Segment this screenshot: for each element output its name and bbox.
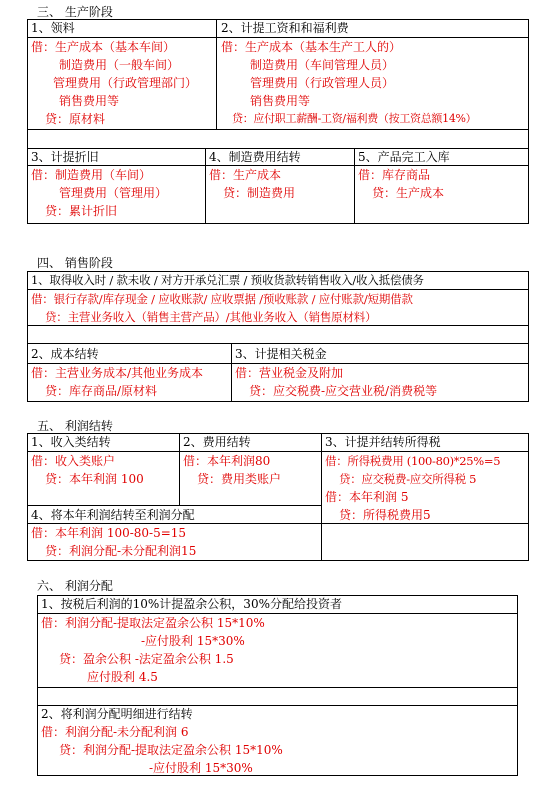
cell-head: 2、将利润分配明细进行结转 (41, 707, 193, 721)
divider (321, 433, 322, 561)
cell-head: 1、按税后利润的10%计提盈余公积，30%分配给投资者 (41, 597, 342, 611)
entry-line: 借：收入类账户 (31, 454, 116, 468)
cell-head: 3、计提并结转所得税 (325, 435, 441, 449)
entry-line: 贷：主营业务收入（销售主营产品）/其他业务收入（销售原材料） (45, 310, 377, 324)
entry-line: 借：生产成本（基本车间） (31, 40, 176, 54)
cell-head: 4、制造费用结转 (209, 150, 301, 164)
divider (27, 343, 529, 344)
divider (216, 19, 217, 129)
entry-line: 制造费用（车间管理人员） (250, 58, 395, 72)
divider (27, 129, 529, 130)
entry-line: 管理费用（管理用） (59, 186, 168, 200)
entry-line: 贷：本年利润 100 (45, 472, 144, 486)
entry-line: 借：所得税费用 (100-80)*25%=5 (325, 454, 501, 468)
section-title-sales: 四、 销售阶段 (37, 256, 113, 270)
entry-line: 贷：利润分配-提取法定盈余公积 15*10% (59, 743, 283, 757)
divider (27, 165, 529, 166)
entry-line: 借：生产成本 (209, 168, 282, 182)
cell-head: 1、取得收入时 / 款未收 / 对方开承兑汇票 / 预收货款转销售收入/收入抵偿债务 (31, 273, 424, 287)
entry-line: 贷：制造费用 (223, 186, 296, 200)
cell-head: 2、计提工资和和福利费 (221, 21, 349, 35)
entry-line: 借：主营业务成本/其他业务成本 (31, 366, 204, 380)
entry-line: 贷：应交税费-应交所得税 5 (339, 472, 477, 486)
entry-line: 借：利润分配-未分配利润 6 (41, 725, 189, 739)
entry-line: 贷：所得税费用5 (339, 508, 431, 522)
divider (179, 433, 180, 505)
entry-line: 贷：累计折旧 (45, 204, 118, 218)
divider (27, 505, 321, 506)
entry-line: 借：库存商品 (358, 168, 431, 182)
divider (27, 325, 529, 326)
entry-line: -应付股利 15*30% (141, 634, 245, 648)
divider (205, 148, 206, 224)
divider (27, 363, 529, 364)
section-title-distribution: 六、 利润分配 (37, 579, 113, 593)
entry-line: 贷：应交税费-应交营业税/消费税等 (249, 384, 438, 398)
divider (27, 523, 529, 524)
cell-head: 1、收入类结转 (31, 435, 111, 449)
entry-line: 借：制造费用（车间） (31, 168, 152, 182)
entry-line: 贷：利润分配-未分配利润15 (45, 544, 197, 558)
entry-line: 借：营业税金及附加 (235, 366, 344, 380)
cell-head: 2、成本结转 (31, 347, 99, 361)
entry-line: 借：生产成本（基本生产工人的） (221, 40, 402, 54)
entry-line: 贷：应付职工薪酬-工资/福利费（按工资总额14%） (232, 112, 477, 125)
divider (27, 289, 529, 290)
section-title-profit: 五、 利润结转 (37, 419, 113, 433)
divider (354, 148, 355, 224)
divider (231, 343, 232, 402)
cell-head: 2、费用结转 (183, 435, 251, 449)
entry-line: 管理费用（行政管理人员） (250, 76, 395, 90)
entry-line: -应付股利 15*30% (149, 761, 253, 775)
cell-head: 5、产品完工入库 (358, 150, 450, 164)
entry-line: 制造费用（一般车间） (59, 58, 180, 72)
entry-line: 借：本年利润 5 (325, 490, 409, 504)
divider (37, 613, 518, 614)
entry-line: 管理费用（行政管理部门） (53, 76, 198, 90)
entry-line: 贷：盈余公积 -法定盈余公积 1.5 (59, 652, 234, 666)
entry-line: 借：利润分配-提取法定盈余公积 15*10% (41, 616, 265, 630)
entry-line: 贷：生产成本 (372, 186, 445, 200)
divider (37, 687, 518, 688)
entry-line: 借：本年利润 100-80-5=15 (31, 526, 187, 540)
entry-line: 销售费用等 (250, 94, 311, 108)
entry-line: 借：本年利润80 (183, 454, 271, 468)
cell-head: 3、计提折旧 (31, 150, 99, 164)
entry-line: 贷：库存商品/原材料 (45, 384, 158, 398)
divider (27, 37, 529, 38)
cell-head: 3、计提相关税金 (235, 347, 327, 361)
divider (27, 451, 529, 452)
entry-line: 借：银行存款/库存现金 / 应收账款/ 应收票据 /预收账款 / 应付账款/短期借款 (31, 292, 413, 306)
cell-head: 4、将本年利润结转至利润分配 (31, 508, 195, 522)
cell-head: 1、领料 (31, 21, 75, 35)
entry-line: 应付股利 4.5 (87, 670, 158, 684)
entry-line: 销售费用等 (59, 94, 120, 108)
section-title-production: 三、 生产阶段 (37, 5, 113, 19)
entry-line: 贷：原材料 (45, 112, 106, 126)
entry-line: 贷：费用类账户 (197, 472, 282, 486)
